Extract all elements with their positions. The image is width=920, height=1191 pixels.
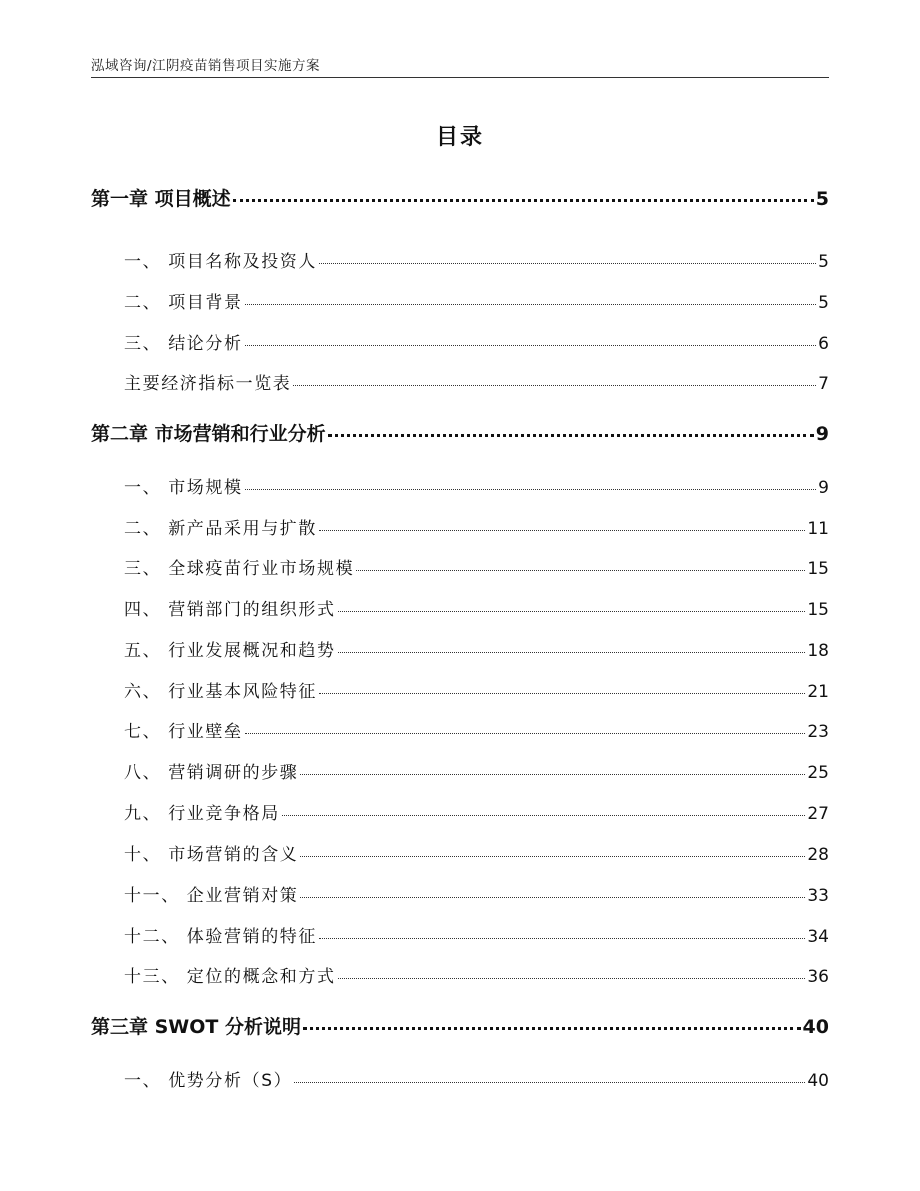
toc-entry-chapter-3[interactable] bbox=[91, 1012, 829, 1039]
toc-entry-page: 25 bbox=[807, 763, 829, 783]
toc-entry-label: 五、 行业发展概况和趋势 bbox=[124, 641, 336, 661]
toc-entry-page: 36 bbox=[807, 967, 829, 987]
toc-entry-label: 十二、 体验营销的特征 bbox=[124, 927, 318, 947]
toc-entry[interactable] bbox=[124, 554, 829, 579]
toc-entry[interactable] bbox=[124, 369, 829, 394]
toc-entry-label: 二、 新产品采用与扩散 bbox=[124, 519, 318, 539]
toc-entry-page: 27 bbox=[807, 804, 829, 824]
toc-entry-chapter-1[interactable] bbox=[91, 184, 829, 211]
toc-entry-page: 40 bbox=[802, 1016, 829, 1038]
toc-entry[interactable] bbox=[124, 881, 829, 906]
toc-entry-page: 40 bbox=[807, 1071, 829, 1091]
toc-entry[interactable] bbox=[124, 962, 829, 987]
toc-entry[interactable] bbox=[124, 247, 829, 272]
toc-entry-label: 第一章 项目概述 bbox=[91, 188, 231, 210]
toc-entry[interactable] bbox=[124, 840, 829, 865]
toc-entry[interactable] bbox=[124, 473, 829, 498]
toc-entry-label: 二、 项目背景 bbox=[124, 293, 243, 313]
dot-leader bbox=[245, 304, 817, 305]
dot-leader bbox=[319, 263, 816, 264]
toc-entry-label: 第三章 SWOT 分析说明 bbox=[91, 1016, 301, 1038]
dot-leader bbox=[303, 1027, 801, 1030]
toc-entry-label: 八、 营销调研的步骤 bbox=[124, 763, 299, 783]
toc-entry-page: 15 bbox=[807, 600, 829, 620]
dot-leader bbox=[338, 611, 806, 612]
toc-entry-label: 三、 全球疫苗行业市场规模 bbox=[124, 559, 355, 579]
dot-leader bbox=[319, 693, 805, 694]
dot-leader bbox=[293, 385, 816, 386]
toc-entry-page: 23 bbox=[807, 722, 829, 742]
toc-entry-label: 十、 市场营销的含义 bbox=[124, 845, 299, 865]
dot-leader bbox=[294, 1082, 805, 1083]
toc-entry[interactable] bbox=[124, 799, 829, 824]
toc-entry-page: 5 bbox=[818, 252, 829, 272]
dot-leader bbox=[319, 938, 805, 939]
toc-entry-label: 十一、 企业营销对策 bbox=[124, 886, 299, 906]
dot-leader bbox=[300, 897, 805, 898]
dot-leader bbox=[282, 815, 806, 816]
toc-entry-page: 18 bbox=[807, 641, 829, 661]
dot-leader bbox=[319, 530, 805, 531]
toc-entry[interactable] bbox=[124, 514, 829, 539]
toc-entry-chapter-2[interactable] bbox=[91, 419, 829, 446]
toc-entry-label: 九、 行业竞争格局 bbox=[124, 804, 280, 824]
toc-entry-label: 一、 市场规模 bbox=[124, 478, 243, 498]
toc-entry-page: 11 bbox=[807, 519, 829, 539]
toc-entry[interactable] bbox=[124, 717, 829, 742]
dot-leader bbox=[245, 345, 817, 346]
toc-entry-page: 15 bbox=[807, 559, 829, 579]
toc-entry-label: 六、 行业基本风险特征 bbox=[124, 682, 318, 702]
toc-entry-page: 34 bbox=[807, 927, 829, 947]
toc-entry-label: 十三、 定位的概念和方式 bbox=[124, 967, 336, 987]
dot-leader bbox=[338, 978, 806, 979]
dot-leader bbox=[300, 774, 805, 775]
dot-leader bbox=[356, 570, 805, 571]
toc-entry-label: 三、 结论分析 bbox=[124, 334, 243, 354]
running-header: 泓域咨询/江阴疫苗销售项目实施方案 bbox=[91, 58, 321, 74]
toc-entry-page: 6 bbox=[818, 334, 829, 354]
toc-title: 目录 bbox=[435, 125, 484, 150]
toc-entry-label: 一、 项目名称及投资人 bbox=[124, 252, 318, 272]
dot-leader bbox=[233, 199, 814, 202]
toc-entry-label: 四、 营销部门的组织形式 bbox=[124, 600, 336, 620]
toc-entry-label: 主要经济指标一览表 bbox=[124, 374, 292, 394]
toc-entry-page: 28 bbox=[807, 845, 829, 865]
dot-leader bbox=[300, 856, 805, 857]
toc-entry[interactable] bbox=[124, 288, 829, 313]
toc-entry-page: 5 bbox=[818, 293, 829, 313]
toc-entry[interactable] bbox=[124, 758, 829, 783]
dot-leader bbox=[328, 434, 814, 437]
toc-entry-label: 第二章 市场营销和行业分析 bbox=[91, 423, 326, 445]
toc-entry[interactable] bbox=[124, 329, 829, 354]
toc-entry-page: 5 bbox=[815, 188, 829, 210]
toc-entry[interactable] bbox=[124, 595, 829, 620]
toc-entry-page: 7 bbox=[818, 374, 829, 394]
toc-entry-page: 9 bbox=[818, 478, 829, 498]
toc-entry-label: 七、 行业壁垒 bbox=[124, 722, 243, 742]
toc-entry-page: 33 bbox=[807, 886, 829, 906]
dot-leader bbox=[338, 652, 806, 653]
toc-entry-page: 21 bbox=[807, 682, 829, 702]
toc-entry-label: 一、 优势分析（S） bbox=[124, 1071, 293, 1091]
toc-entry[interactable] bbox=[124, 922, 829, 947]
toc-entry-page: 9 bbox=[815, 423, 829, 445]
toc-entry[interactable] bbox=[124, 677, 829, 702]
dot-leader bbox=[245, 733, 806, 734]
dot-leader bbox=[245, 489, 817, 490]
toc-entry[interactable] bbox=[124, 636, 829, 661]
toc-entry[interactable] bbox=[124, 1066, 829, 1091]
